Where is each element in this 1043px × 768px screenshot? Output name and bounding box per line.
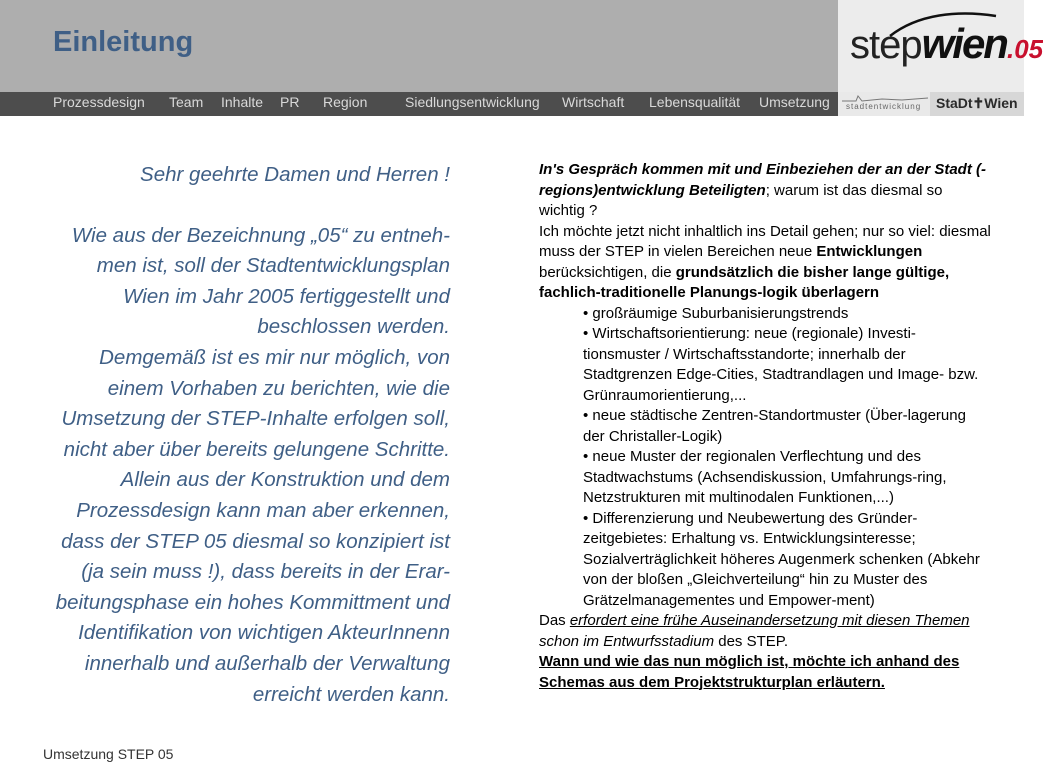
page-title: Einleitung [53, 26, 194, 58]
footer-label: Umsetzung STEP 05 [43, 746, 174, 762]
text-line: men ist, soll der Stadtentwicklungsplan [96, 254, 450, 278]
stadt-wien-brand: StaDt✝Wien [930, 92, 1024, 116]
nav-siedlungsentwicklung[interactable]: Siedlungsentwicklung [405, 94, 540, 110]
bullet-item: • Wirtschaftsorientierung: neue (regionale) Investi-tionsmuster / Wirtschaftsstandorte; innerhalb der Stadtgrenzen Edge-Cities, Stadtrandlagen und Image- bzw. Grünraumorientierung,... [583, 325, 979, 404]
nav-team[interactable]: Team [169, 94, 204, 110]
nav-umsetzung[interactable]: Umsetzung [759, 94, 830, 110]
text-line: Allein aus der Konstruktion und dem [120, 468, 450, 492]
nav-region[interactable]: Region [323, 94, 368, 110]
paragraph-2 [28, 343, 450, 465]
text-line: Demgemäß ist es mir nur möglich, von [99, 345, 450, 369]
greeting: Sehr geehrte Damen und Herren ! [140, 163, 450, 186]
paragraph-3 [28, 465, 450, 710]
closing-statement: Wann und wie das nun möglich ist, möchte ich anhand des Schemas aus dem Projektstrukturplan erläutern. [539, 653, 960, 691]
nav-pr[interactable]: PR [280, 94, 300, 110]
step-wien-logo: stepwien.05 [850, 20, 1043, 67]
text-line: beschlossen werden. [257, 315, 450, 339]
nav-lebensqualitaet[interactable]: Lebensqualität [649, 94, 741, 110]
text-line: einem Vorhaben zu berichten, wie die [107, 376, 450, 400]
text-line: Wien im Jahr 2005 fertiggestellt und [123, 284, 450, 308]
nav-wirtschaft[interactable]: Wirtschaft [562, 94, 625, 110]
nav-prozessdesign[interactable]: Prozessdesign [53, 94, 145, 110]
stadtentwicklung-brand: stadtentwicklung [838, 92, 930, 116]
text-line: nicht aber über bereits gelungene Schritte. [63, 437, 450, 461]
text-line: beitungsphase ein hohes Kommittment und [55, 590, 450, 614]
development-paragraph: Ich möchte jetzt nicht inhaltlich ins Detail gehen; nur so viel: diesmal muss der STEP in vielen Bereichen neue Entwicklungen berücksichtigen, die grundsätzlich die bisher lange gültige, fachlich-traditionelle Planungs-logik überlagern [539, 222, 991, 301]
text-line: (ja sein muss !), dass bereits in der Erar- [81, 560, 450, 584]
text-line: innerhalb und außerhalb der Verwaltung [84, 651, 450, 675]
text-line: dass der STEP 05 diesmal so konzipiert ist [61, 529, 450, 553]
text-line: Umsetzung der STEP-Inhalte erfolgen soll, [61, 407, 450, 431]
bullet-item: • Differenzierung und Neubewertung des Gründer-zeitgebietes: Erhaltung vs. Entwicklungsinteresse; Sozialverträglichkeit höheres Augenmerk schenken (Abkehr von der bloßen „Gleichverteilung“ hin zu Muster des Grätzelmanagementes und Empower-ment) [583, 509, 980, 609]
paragraph-1 [28, 221, 450, 343]
intro-letter [28, 160, 450, 710]
nav-inhalte[interactable]: Inhalte [221, 94, 264, 110]
text-line: Identifikation von wichtigen AkteurInnenn [78, 621, 450, 645]
text-line: erreicht werden kann. [252, 682, 450, 706]
consequence-paragraph: Das erfordert eine frühe Auseinandersetzung mit diesen Themen schon im Entwurfsstadium des STEP. [539, 612, 970, 650]
intro-paragraph: In's Gespräch kommen mit und Einbeziehen der an der Stadt (-regions)entwicklung Beteiligten; warum ist das diesmal so wichtig ? [539, 161, 986, 219]
text-line: Wie aus der Bezeichnung „05“ zu entneh- [71, 223, 450, 247]
header-band [0, 0, 838, 92]
details-column [539, 160, 991, 693]
text-line: Prozessdesign kann man aber erkennen, [76, 498, 450, 522]
logo-area [838, 0, 1043, 92]
bullet-item: • großräumige Suburbanisierungstrends [583, 304, 849, 322]
bullet-item: • neue städtische Zentren-Standortmuster (Über-lagerung der Christaller-Logik) [583, 407, 966, 445]
bullet-item: • neue Muster der regionalen Verflechtung und des Stadtwachstums (Achsendiskussion, Umfahrungs-ring, Netzstrukturen mit multinodalen Funktionen,...) [583, 448, 947, 506]
